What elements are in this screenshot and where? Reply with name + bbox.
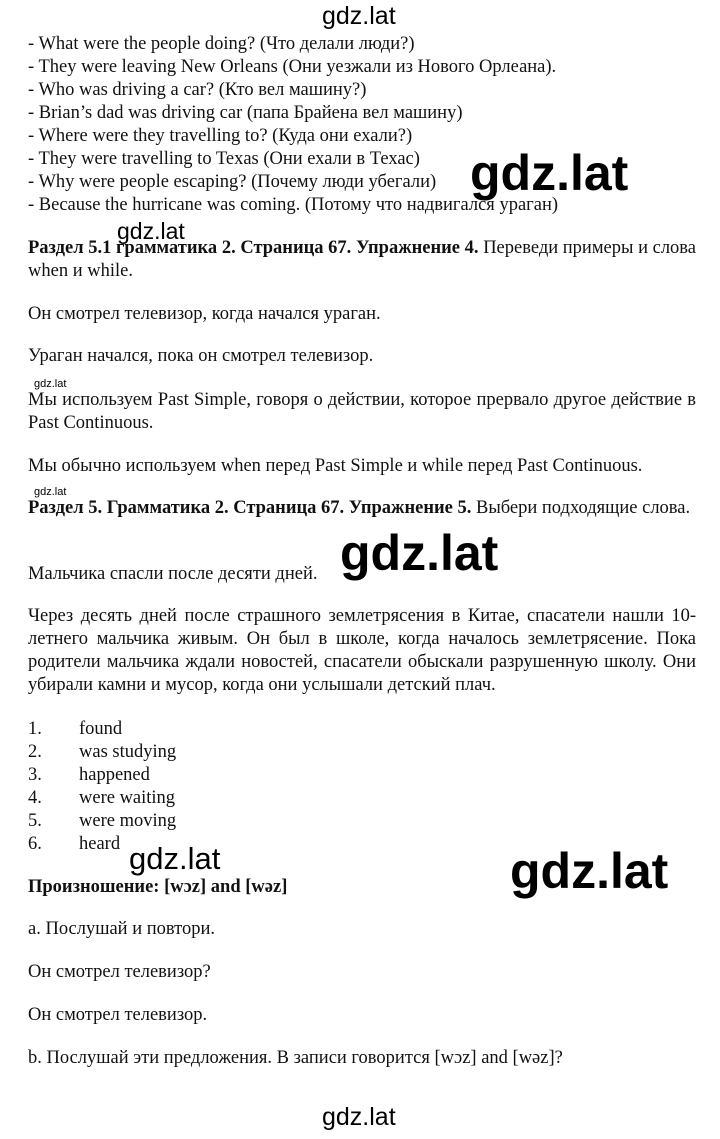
section4-sentence: Он смотрел телевизор, когда начался ураган. — [28, 304, 381, 324]
section4-heading-rest: Переведи примеры и слова when и while. — [28, 238, 697, 281]
section4-heading-bold: Раздел 5.1 грамматика 2. Страница 67. Упражнение 4. — [28, 238, 479, 258]
answer-item — [28, 810, 176, 832]
answer-text: were waiting — [79, 788, 176, 808]
dialogue-line: - What were the people doing? (Что делали люди?) — [28, 34, 415, 54]
answer-number: 1. — [28, 719, 42, 739]
section5-title: Мальчика спасли после десяти дней. — [28, 564, 318, 584]
watermark-tiny: gdz.lat — [34, 486, 67, 498]
dialogue-line: - Where were they travelling to? (Куда они ехали?) — [28, 126, 413, 146]
dialogue-line: - Brian’s dad was driving car (папа Брайена вел машину) — [28, 103, 463, 123]
answer-text: happened — [79, 765, 150, 785]
answer-text: were moving — [79, 811, 177, 831]
dialogue-line: - Who was driving a car? (Кто вел машину?) — [28, 80, 367, 100]
watermark-big: gdz.lat — [470, 145, 629, 201]
section5-heading-rest: Выбери подходящие слова. — [471, 498, 691, 518]
section4-sentence: Мы обычно используем when перед Past Simple и while перед Past Continuous. — [28, 456, 643, 476]
section4-sentence: Мы используем Past Simple, говоря о действии, которое прервало другое действие в Past Continuous. — [28, 390, 696, 433]
dialogue-line: - They were travelling to Texas (Они ехали в Техас) — [28, 149, 420, 169]
answer-item — [28, 833, 120, 855]
section5-paragraph: Через десять дней после страшного землетрясения в Китае, спасатели нашли 10-летнего мальчика живым. Он был в школе, когда началось землетрясение. Пока родители мальчика ждали новостей, спасатели обыскали разрушенную школу. Они убирали камни и мусор, когда они услышали детский плач. — [28, 606, 696, 695]
answer-text: heard — [79, 834, 121, 854]
pronunciation-task-a: a. Послушай и повтори. — [28, 919, 216, 939]
watermark-small: gdz.lat — [117, 218, 185, 244]
watermark-medium: gdz.lat — [129, 841, 221, 876]
answer-number: 5. — [28, 811, 42, 831]
dialogue-line: - Because the hurricane was coming. (Потому что надвигался ураган) — [28, 195, 559, 215]
section5-heading — [28, 497, 696, 520]
watermark-top: gdz.lat — [322, 2, 396, 30]
watermark-tiny: gdz.lat — [34, 378, 67, 390]
section5-heading-bold: Раздел 5. Грамматика 2. Страница 67. Упражнение 5. — [28, 498, 472, 518]
pronunciation-line: Он смотрел телевизор? — [28, 962, 211, 982]
answer-item — [28, 764, 150, 786]
answer-text: found — [79, 719, 123, 739]
answer-text: was studying — [79, 742, 177, 762]
watermark-big: gdz.lat — [340, 525, 499, 581]
answer-number: 6. — [28, 834, 42, 854]
answer-number: 4. — [28, 788, 42, 808]
answer-item — [28, 718, 122, 740]
answer-item — [28, 741, 176, 763]
answer-number: 2. — [28, 742, 42, 762]
pronunciation-heading: Произношение: [wɔz] and [wəz] — [28, 877, 288, 897]
watermark-big: gdz.lat — [510, 843, 669, 899]
pronunciation-task-b: b. Послушай эти предложения. В записи говорится [wɔz] and [wəz]? — [28, 1048, 563, 1068]
dialogue-line: - Why were people escaping? (Почему люди убегали) — [28, 172, 437, 192]
dialogue-line: - They were leaving New Orleans (Они уезжали из Нового Орлеана). — [28, 57, 557, 77]
answer-number: 3. — [28, 765, 42, 785]
watermark-bottom: gdz.lat — [322, 1103, 396, 1131]
pronunciation-line: Он смотрел телевизор. — [28, 1005, 208, 1025]
answer-item — [28, 787, 175, 809]
section4-sentence: Ураган начался, пока он смотрел телевизор. — [28, 346, 374, 366]
